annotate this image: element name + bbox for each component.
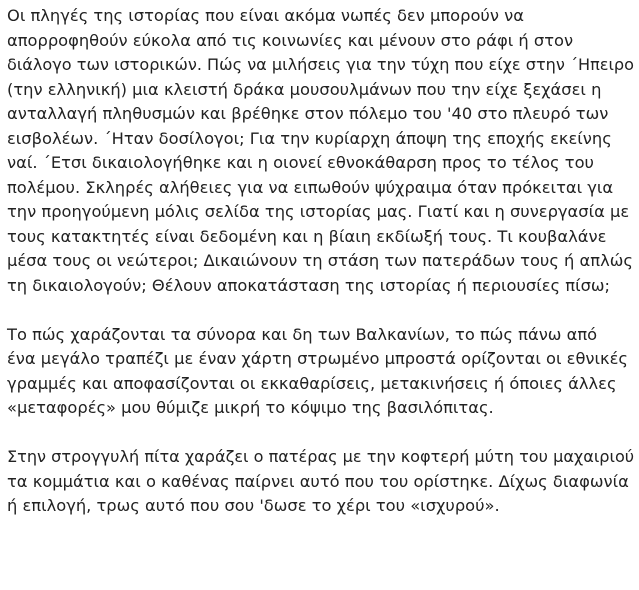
text-line: ανταλλαγή πληθυσμών και βρέθηκε στον πόλεμο του '40 στο πλευρό των bbox=[7, 104, 609, 123]
text-line: (την ελληνική) μια κλειστή δράκα μουσουλμάνων που την είχε ξεχάσει η bbox=[7, 79, 602, 99]
text-line: ή επιλογή, τρως αυτό που σου 'δωσε το χέρι του «ισχυρού». bbox=[7, 496, 500, 515]
text-line: ένα μεγάλο τραπέζι με έναν χάρτη στρωμένο μπροστά ορίζονται οι εθνικές bbox=[7, 349, 628, 368]
text-line: Στην στρογγυλή πίτα χαράζει ο πατέρας με την κοφτερή μύτη του μαχαιριού bbox=[7, 447, 635, 466]
article-body bbox=[7, 4, 635, 543]
paragraph-1 bbox=[7, 4, 635, 298]
text-line: μέσα τους οι νεώτεροι; Δικαιώνουν τη στάση των πατεράδων τους ή απλώς bbox=[7, 251, 633, 270]
text-line: τα κομμάτια και ο καθένας παίρνει αυτό που του ορίστηκε. Δίχως διαφωνία bbox=[7, 471, 629, 491]
text-line: Οι πληγές της ιστορίας που είναι ακόμα νωπές δεν μπορούν να bbox=[7, 6, 524, 25]
text-line: «μεταφορές» μου θύμιζε μικρή το κόψιμο της βασιλόπιτας. bbox=[7, 398, 494, 417]
text-line: την προηγούμενη μόλις σελίδα της ιστορίας μας. Γιατί και η συνεργασία με bbox=[7, 202, 630, 221]
text-line: διάλογο των ιστορικών. Πώς να μιλήσεις για την τύχη που είχε στην ΄Ηπειρο bbox=[7, 55, 634, 74]
text-line: τη δικαιολογούν; Θέλουν αποκατάσταση της ιστορίας ή περιουσίες πίσω; bbox=[7, 275, 611, 295]
text-line: ναί. ΄Ετσι δικαιολογήθηκε και η οιονεί εθνοκάθαρση προς το τέλος του bbox=[7, 153, 594, 172]
text-line: πολέμου. Σκληρές αλήθειες για να ειπωθούν ψύχραιμα όταν πρόκειται για bbox=[7, 177, 614, 197]
text-line: απορροφηθούν εύκολα από τις κοινωνίες και μένουν στο ράφι ή στον bbox=[7, 30, 574, 50]
paragraph-3 bbox=[7, 445, 635, 519]
paragraph-2 bbox=[7, 323, 635, 421]
text-line: εισβολέων. ΄Ηταν δοσίλογοι; Για την κυρίαρχη άποψη της εποχής εκείνης bbox=[7, 128, 612, 148]
text-line: γραμμές και αποφασίζονται οι εκκαθαρίσεις, μετακινήσεις ή όποιες άλλες bbox=[7, 373, 617, 393]
text-line: τους κατακτητές είναι δεδομένη και η βίαιη εκδίωξή τους. Τι κουβαλάνε bbox=[7, 226, 607, 246]
text-line: Το πώς χαράζονται τα σύνορα και δη των Βαλκανίων, το πώς πάνω από bbox=[7, 324, 598, 344]
